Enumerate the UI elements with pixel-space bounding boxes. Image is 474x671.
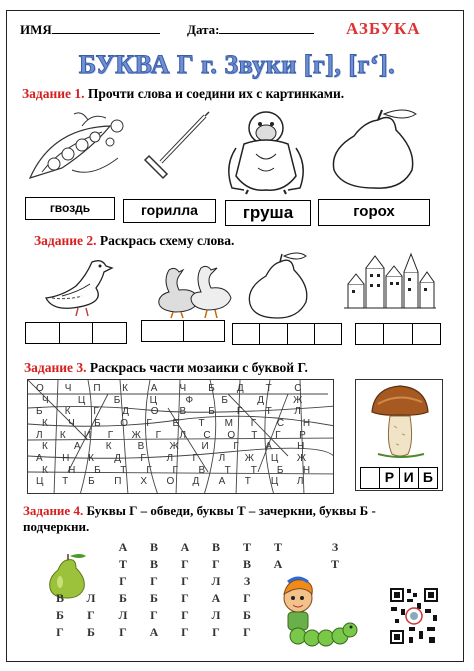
- grid-letter[interactable]: А: [273, 557, 283, 571]
- task3-number: Задание 3.: [24, 360, 87, 375]
- mosaic-letter[interactable]: А: [73, 441, 81, 453]
- mosaic-letter[interactable]: Т: [120, 464, 127, 476]
- mosaic-letter[interactable]: Т: [250, 464, 257, 476]
- word-box-2[interactable]: горилла: [123, 199, 216, 223]
- mosaic-letter[interactable]: Ц: [77, 394, 86, 406]
- grid-letter[interactable]: Г: [243, 625, 251, 639]
- grid-letter[interactable]: В: [149, 540, 158, 554]
- mosaic-letter[interactable]: К: [59, 429, 66, 441]
- mushroom-letter-2: Р: [380, 468, 399, 488]
- mosaic-letter[interactable]: Д: [192, 476, 200, 488]
- mosaic-letter[interactable]: Ж: [131, 429, 141, 441]
- mosaic-letter[interactable]: Г: [172, 464, 178, 476]
- mosaic-letter[interactable]: Б: [221, 394, 228, 406]
- mosaic-letter[interactable]: Л: [166, 453, 174, 464]
- grid-letter[interactable]: Л: [86, 591, 96, 605]
- word-box-4[interactable]: горох: [318, 199, 430, 226]
- grid-letter[interactable]: Л: [211, 608, 221, 622]
- grid-letter[interactable]: Б: [119, 591, 127, 605]
- mosaic-letter[interactable]: Л: [294, 406, 301, 418]
- word-box-3[interactable]: груша: [225, 200, 311, 226]
- grid-letter[interactable]: Б: [87, 625, 95, 639]
- mosaic-letter[interactable]: Т: [198, 418, 205, 429]
- mosaic-letter[interactable]: Г: [93, 406, 99, 418]
- mosaic-letter[interactable]: С: [294, 383, 302, 394]
- pear-picture-2: [240, 250, 316, 322]
- mosaic-letter[interactable]: Ч: [68, 418, 75, 429]
- mosaic-letter[interactable]: Б: [208, 383, 215, 394]
- word-schema-2[interactable]: [141, 320, 225, 342]
- grid-letter[interactable]: Г: [181, 625, 189, 639]
- word-box-1[interactable]: гвоздь: [25, 197, 115, 220]
- mushroom-letter-3: И: [400, 468, 419, 488]
- mosaic-letter[interactable]: А: [150, 383, 158, 394]
- grid-letter[interactable]: Г: [87, 608, 95, 622]
- grid-letter[interactable]: В: [149, 557, 158, 571]
- mosaic-letter[interactable]: Ц: [36, 476, 44, 488]
- mosaic-letter[interactable]: Д: [257, 394, 265, 406]
- geese-picture: [155, 262, 235, 320]
- grid-letter[interactable]: Б: [243, 608, 251, 622]
- mosaic-letter[interactable]: Б: [36, 406, 43, 418]
- mosaic-letter[interactable]: К: [42, 464, 48, 476]
- mosaic-letter[interactable]: О: [166, 476, 175, 488]
- grid-letter[interactable]: Т: [273, 540, 282, 554]
- task1-number: Задание 1.: [22, 86, 85, 101]
- name-line[interactable]: [52, 33, 160, 34]
- mushroom-word-schema[interactable]: [360, 467, 438, 489]
- mosaic-letter[interactable]: И: [201, 441, 209, 453]
- mosaic-letter[interactable]: Б: [94, 418, 101, 429]
- mosaic-letter[interactable]: А: [218, 476, 226, 488]
- mosaic-letter[interactable]: Н: [297, 441, 305, 453]
- grid-letter[interactable]: А: [180, 540, 190, 554]
- word-schema-1[interactable]: [25, 322, 127, 344]
- grid-letter[interactable]: В: [211, 540, 220, 554]
- name-label: ИМЯ: [20, 22, 52, 37]
- mosaic-letter[interactable]: Л: [36, 429, 43, 441]
- mosaic-letter[interactable]: Н: [68, 464, 76, 476]
- grid-letter[interactable]: Г: [119, 625, 127, 639]
- task4-heading: [23, 503, 443, 535]
- word-schema-3[interactable]: [232, 323, 342, 345]
- mosaic-letter[interactable]: Т: [244, 476, 251, 488]
- mosaic-letter[interactable]: Ж: [296, 453, 307, 464]
- mosaic-letter[interactable]: Б: [88, 476, 95, 488]
- mosaic-letter[interactable]: О: [120, 418, 129, 429]
- mosaic-letter[interactable]: Ж: [169, 441, 179, 453]
- date-field[interactable]: [187, 22, 314, 38]
- qr-code-picture[interactable]: [389, 587, 439, 645]
- mushroom-card: [355, 379, 443, 491]
- date-label: Дата:: [187, 22, 220, 37]
- grid-letter[interactable]: Т: [118, 557, 127, 571]
- mosaic-letter[interactable]: А: [265, 441, 272, 453]
- mosaic-letter[interactable]: Н: [302, 464, 311, 476]
- mosaic-letter[interactable]: С: [203, 429, 211, 441]
- mosaic-letter[interactable]: Д: [114, 453, 122, 464]
- grid-letter[interactable]: Г: [212, 625, 220, 639]
- mosaic-letter[interactable]: Ж: [244, 453, 254, 464]
- grid-letter[interactable]: Г: [212, 557, 220, 571]
- mushroom-letter-4: Б: [422, 469, 433, 485]
- mosaic-letter[interactable]: Д: [122, 406, 129, 418]
- mosaic-letter[interactable]: Ц: [149, 394, 158, 406]
- grid-letter[interactable]: В: [242, 557, 251, 571]
- town-picture: [344, 248, 436, 314]
- mosaic-letter[interactable]: П: [114, 476, 122, 488]
- mushroom-picture: [368, 382, 432, 460]
- grid-letter[interactable]: Т: [242, 540, 251, 554]
- mosaic-letter[interactable]: Л: [179, 429, 187, 441]
- mosaic-letter[interactable]: Ж: [293, 394, 303, 406]
- mosaic[interactable]: [27, 379, 334, 494]
- mosaic-letter[interactable]: Б: [208, 406, 215, 418]
- mosaic-letter[interactable]: Г: [146, 464, 152, 476]
- mosaic-letter[interactable]: Ц: [270, 453, 279, 464]
- caterpillar-picture: [278, 574, 358, 648]
- mosaic-letter[interactable]: Л: [296, 476, 304, 488]
- mosaic-letter[interactable]: Г: [233, 441, 239, 453]
- mosaic-letter[interactable]: К: [42, 418, 48, 429]
- mosaic-letter[interactable]: С: [276, 418, 285, 429]
- mosaic-letter[interactable]: Г: [140, 453, 146, 464]
- mosaic-letter[interactable]: Р: [299, 429, 306, 441]
- task1-heading: [22, 86, 344, 102]
- mosaic-letter[interactable]: Н: [302, 418, 311, 429]
- pigeon-picture: [42, 252, 118, 318]
- mosaic-letter[interactable]: Л: [218, 453, 226, 464]
- mosaic-letter[interactable]: К: [88, 453, 94, 464]
- mosaic-letter[interactable]: В: [137, 441, 145, 453]
- mosaic-letter[interactable]: П: [93, 383, 101, 394]
- mosaic-letter[interactable]: К: [122, 383, 128, 394]
- task3-text: Раскрась части мозаики с буквой Г.: [89, 360, 308, 375]
- grid-letter[interactable]: Г: [181, 608, 189, 622]
- mosaic-letter[interactable]: М: [224, 418, 233, 429]
- mosaic-letter[interactable]: Д: [236, 383, 244, 394]
- mosaic-letter[interactable]: Ч: [179, 383, 187, 394]
- mosaic-letter[interactable]: Г: [107, 429, 114, 441]
- mosaic-letter[interactable]: В: [198, 464, 206, 476]
- peas-picture: [22, 108, 130, 186]
- mosaic-letter[interactable]: Г: [250, 418, 257, 429]
- grid-letter[interactable]: Б: [150, 591, 158, 605]
- mosaic-letter[interactable]: Е: [172, 418, 180, 429]
- mosaic-letter[interactable]: Г: [192, 453, 198, 464]
- grid-letter[interactable]: З: [243, 574, 251, 588]
- mosaic-letter[interactable]: Г: [236, 406, 243, 418]
- pear-picture: [320, 106, 430, 190]
- task3-heading: [24, 360, 308, 376]
- mosaic-letter[interactable]: Б: [276, 464, 284, 476]
- mosaic-letter[interactable]: Т: [265, 406, 272, 418]
- grid-letter[interactable]: Г: [119, 574, 127, 588]
- mosaic-letter[interactable]: Ч: [42, 394, 49, 406]
- mosaic-letter[interactable]: Т: [251, 429, 258, 441]
- grid-letter[interactable]: Т: [330, 557, 339, 571]
- task2-text: Раскрась схему слова.: [99, 233, 235, 248]
- mosaic-letter[interactable]: Т: [62, 476, 69, 488]
- mosaic-letter[interactable]: Б: [113, 394, 121, 406]
- grid-letter[interactable]: Г: [243, 591, 251, 605]
- grid-letter[interactable]: Л: [211, 574, 221, 588]
- mosaic-letter[interactable]: Ц: [270, 476, 279, 488]
- word-schema-4[interactable]: [355, 323, 441, 345]
- date-line[interactable]: [219, 33, 314, 34]
- grid-letter[interactable]: З: [331, 540, 339, 554]
- mosaic-letter[interactable]: К: [64, 406, 71, 418]
- grid-letter[interactable]: Г: [150, 608, 158, 622]
- name-field[interactable]: [20, 22, 160, 38]
- page-title: БУКВА Г г. Звуки [г], [г‘].: [78, 50, 396, 79]
- task2-heading: [34, 233, 234, 249]
- mosaic-letter[interactable]: К: [42, 441, 48, 453]
- grid-letter[interactable]: Г: [181, 591, 189, 605]
- mosaic-letter[interactable]: О: [36, 383, 44, 394]
- mosaic-letter[interactable]: Ч: [64, 383, 72, 394]
- mosaic-letter[interactable]: Г: [155, 429, 161, 441]
- grid-letter[interactable]: Б: [56, 608, 64, 622]
- task1-text: Прочти слова и соедини их с картинками.: [87, 86, 345, 101]
- mosaic-letter[interactable]: К: [105, 441, 112, 453]
- grid-letter[interactable]: А: [149, 625, 159, 639]
- grid-letter[interactable]: А: [211, 591, 221, 605]
- brand-label: АЗБУКА: [346, 19, 421, 38]
- nail-picture: [143, 110, 211, 182]
- mosaic-letter[interactable]: А: [36, 453, 43, 464]
- mosaic-letter[interactable]: Б: [94, 464, 101, 476]
- mosaic-letter[interactable]: Ф: [185, 394, 194, 406]
- mosaic-letter[interactable]: Т: [224, 464, 231, 476]
- mosaic-letter[interactable]: В: [179, 406, 187, 418]
- mosaic-letter[interactable]: Х: [140, 476, 148, 488]
- task4-text: Буквы Г – обведи, буквы Т – зачеркни, буквы Б - подчеркни.: [23, 503, 376, 534]
- grid-letter[interactable]: Г: [150, 574, 158, 588]
- grid-letter[interactable]: Г: [56, 625, 64, 639]
- task2-number: Задание 2.: [34, 233, 97, 248]
- mosaic-letter[interactable]: Т: [265, 383, 272, 394]
- gorilla-picture: [224, 106, 310, 196]
- mosaic-letter[interactable]: Г: [275, 429, 281, 441]
- grid-letter[interactable]: Г: [181, 557, 189, 571]
- grid-letter[interactable]: Л: [118, 608, 128, 622]
- grid-letter[interactable]: А: [118, 540, 128, 554]
- mushroom-letter-1[interactable]: [361, 468, 380, 488]
- task4-number: Задание 4.: [23, 503, 84, 518]
- mosaic-letter[interactable]: Г: [146, 418, 152, 429]
- mosaic-letter[interactable]: Н: [62, 453, 70, 464]
- mosaic-letter[interactable]: О: [150, 406, 159, 418]
- grid-letter[interactable]: Г: [181, 574, 189, 588]
- mosaic-letter[interactable]: О: [227, 429, 236, 441]
- mosaic-letter[interactable]: И: [83, 429, 92, 441]
- grid-letter[interactable]: В: [55, 591, 64, 605]
